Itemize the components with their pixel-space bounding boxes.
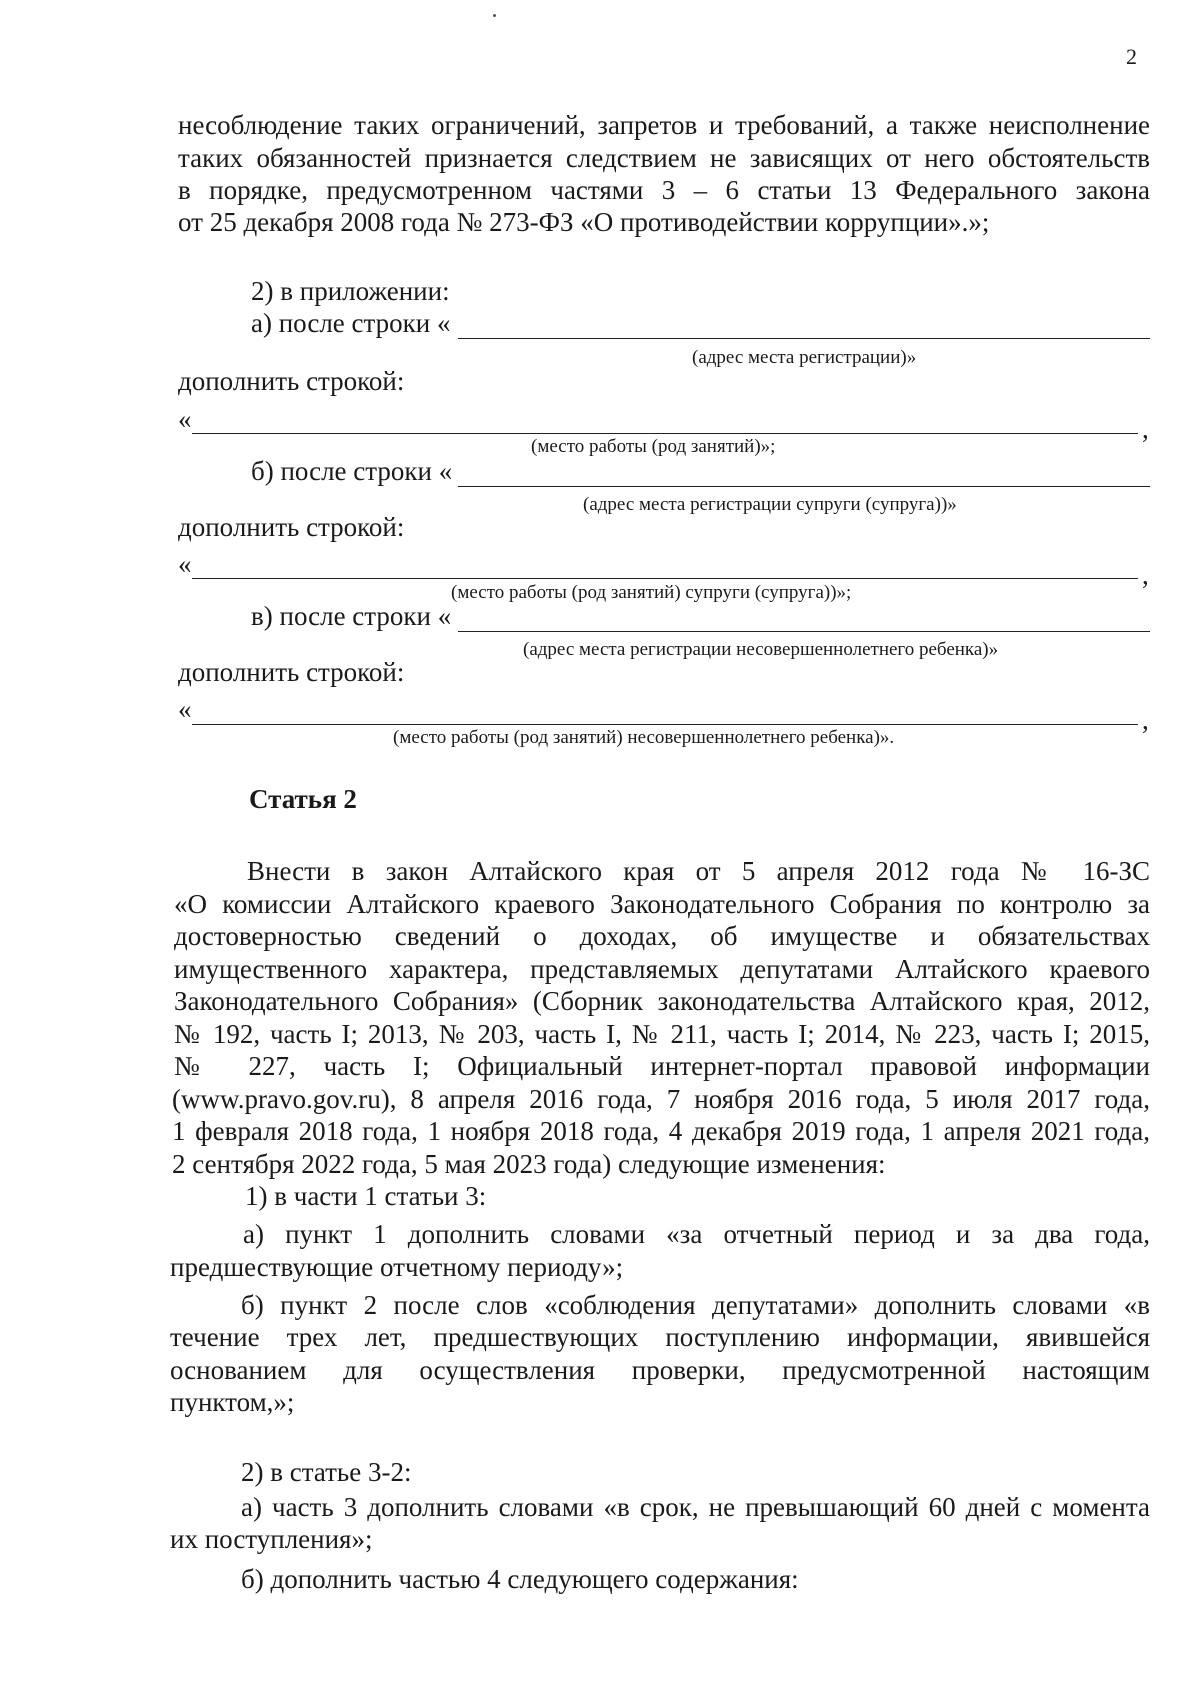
blank-caption: (адрес места регистрации несовершеннолетнего ребенка)» — [523, 639, 999, 660]
item-c-after: в) после строки « — [251, 601, 452, 631]
scan-speck — [493, 14, 496, 17]
text-line: таких обязанностей признается следствием не зависящих от него обстоятельств — [178, 143, 1150, 173]
open-quote: « — [178, 694, 192, 724]
blank-line — [458, 486, 1150, 487]
blank-caption: (место работы (род занятий)»; — [531, 436, 776, 457]
text-line: в порядке, предусмотренном частями 3 – 6 статьи 13 Федерального закона — [178, 175, 1150, 205]
comma: , — [1142, 560, 1149, 590]
text-line: «О комиссии Алтайского краевого Законодательного Собрания по контролю за — [174, 889, 1150, 919]
text-line: а) пункт 1 дополнить словами «за отчетный период и за два года, — [243, 1219, 1150, 1249]
item-2: 2) в статье 3-2: — [241, 1457, 412, 1487]
blank-caption: (адрес места регистрации)» — [692, 347, 917, 368]
blank-line — [458, 338, 1150, 339]
text-line: а) часть 3 дополнить словами «в срок, не превышающий 60 дней с момента — [241, 1492, 1150, 1522]
text-line: достоверностью сведений о доходах, об имуществе и обязательствах — [174, 921, 1150, 951]
blank-caption: (место работы (род занятий) несовершеннолетнего ребенка)». — [393, 727, 895, 748]
text-line: № 227, часть I; Официальный интернет-портал правовой информации — [174, 1051, 1150, 1081]
text-line: несоблюдение таких ограничений, запретов и требований, а также неисполнение — [178, 110, 1150, 140]
add-line-label: дополнить строкой: — [178, 512, 405, 542]
article-2-title: Статья 2 — [249, 784, 357, 814]
page-number: 2 — [1126, 44, 1137, 69]
blank-line — [192, 433, 1138, 434]
text-line: 1 февраля 2018 года, 1 ноября 2018 года, 4 декабря 2019 года, 1 апреля 2021 года, — [172, 1116, 1150, 1146]
text-line: от 25 декабря 2008 года № 273-ФЗ «О противодействии коррупции».»; — [178, 207, 990, 237]
text-line: б) пункт 2 после слов «соблюдения депутатами» дополнить словами «в — [241, 1290, 1150, 1320]
blank-line — [458, 631, 1150, 632]
item-2b: б) дополнить частью 4 следующего содержания: — [241, 1564, 799, 1594]
text-line: основанием для осуществления проверки, предусмотренной настоящим — [170, 1355, 1150, 1385]
blank-line — [192, 578, 1138, 579]
appendix-heading: 2) в приложении: — [251, 276, 450, 306]
text-line: 2 сентября 2022 года, 5 мая 2023 года) следующие изменения: — [172, 1149, 886, 1179]
blank-line — [192, 724, 1138, 725]
text-line: предшествующие отчетному периоду»; — [170, 1252, 624, 1282]
comma: , — [1142, 414, 1149, 444]
open-quote: « — [178, 404, 192, 434]
text-line: Законодательного Собрания» (Сборник законодательства Алтайского края, 2012, — [174, 986, 1150, 1016]
item-1: 1) в части 1 статьи 3: — [245, 1181, 487, 1211]
text-line: пунктом,»; — [170, 1387, 295, 1417]
blank-caption: (место работы (род занятий) супруги (супруга))»; — [451, 582, 852, 603]
text-line: № 192, часть I; 2013, № 203, часть I, № 211, часть I; 2014, № 223, часть I; 2015, — [174, 1019, 1150, 1049]
item-b-after: б) после строки « — [251, 456, 453, 486]
item-a-after: а) после строки « — [251, 308, 451, 338]
text-line: (www.pravo.gov.ru), 8 апреля 2016 года, 7 ноября 2016 года, 5 июля 2017 года, — [172, 1084, 1150, 1114]
open-quote: « — [178, 549, 192, 579]
add-line-label: дополнить строкой: — [178, 366, 405, 396]
comma: , — [1142, 705, 1149, 735]
text-line: течение трех лет, предшествующих поступлению информации, явившейся — [170, 1322, 1150, 1352]
blank-caption: (адрес места регистрации супруги (супруга))» — [583, 494, 957, 515]
text-line: имущественного характера, представляемых депутатами Алтайского краевого — [174, 954, 1150, 984]
text-line: их поступления»; — [170, 1524, 373, 1554]
text-line: Внести в закон Алтайского края от 5 апреля 2012 года № 16-ЗС — [247, 856, 1150, 886]
add-line-label: дополнить строкой: — [178, 657, 405, 687]
